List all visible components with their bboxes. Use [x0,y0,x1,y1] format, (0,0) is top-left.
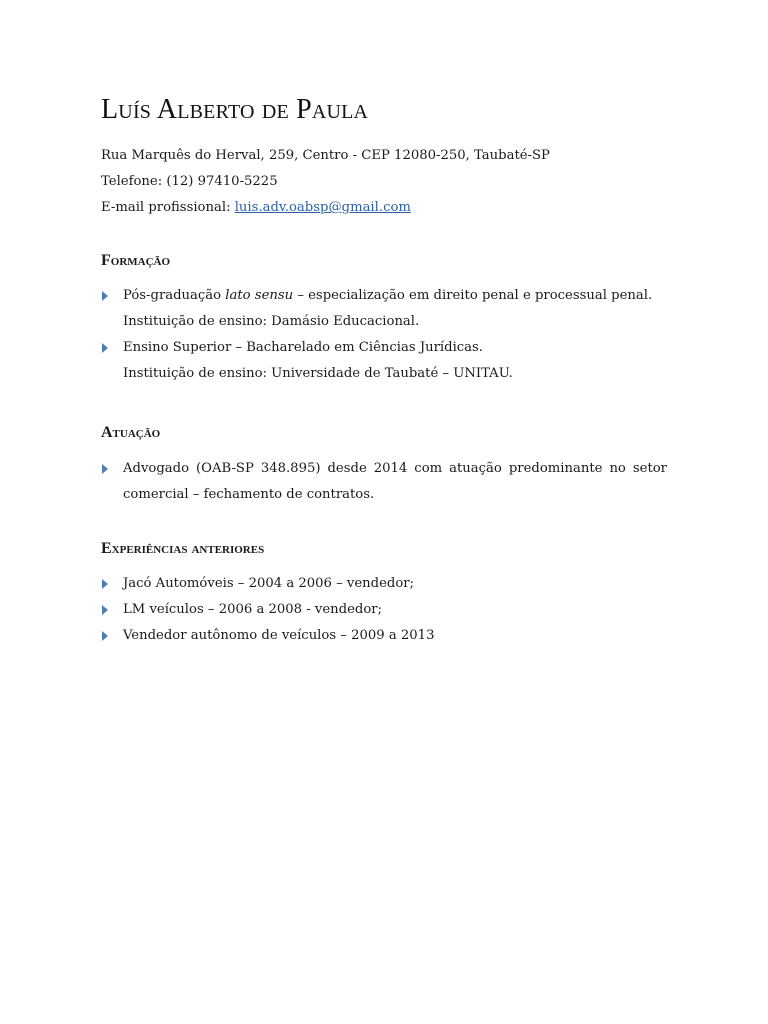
atuacao-item [101,456,667,508]
experiencia-item [101,623,667,649]
triangle-bullet-icon [102,464,108,474]
atuacao-item-text: Advogado (OAB-SP 348.895) desde 2014 com atuação predominante no setor comercial – fechamento de contratos. [123,461,667,502]
triangle-bullet-icon [102,291,108,301]
formacao-item-title [123,283,667,309]
section-heading-formacao: Formação [101,252,171,269]
formacao-item-prefix: Pós-graduação [123,288,226,303]
atuacao-list [101,456,667,508]
formacao-item-italic: lato sensu [225,288,294,303]
experiencia-item-text: Vendedor autônomo de veículos – 2009 a 2013 [123,628,435,643]
email-label: E-mail profissional: [101,200,235,215]
formacao-item [101,335,667,387]
formacao-item-suffix: – especialização em direito penal e processual penal. [293,288,653,303]
experiencias-list [101,571,667,649]
contact-email [101,195,411,221]
formacao-list [101,283,667,387]
experiencia-item-text: LM veículos – 2006 a 2008 - vendedor; [123,602,383,617]
contact-phone: Telefone: (12) 97410-5225 [101,174,278,189]
formacao-item [101,283,667,335]
triangle-bullet-icon [102,605,108,615]
formacao-item-title: Ensino Superior – Bacharelado em Ciências Jurídicas. [123,340,484,355]
experiencia-item [101,571,667,597]
email-link[interactable]: luis.adv.oabsp@gmail.com [234,200,411,215]
experiencia-item-text: Jacó Automóveis – 2004 a 2006 – vendedor; [123,576,415,591]
section-heading-atuacao: Atuação [101,424,161,441]
section-heading-experiencias: Experiências anteriores [101,540,265,557]
experiencia-item [101,597,667,623]
triangle-bullet-icon [102,343,108,353]
resume-name: Luís Alberto de Paula [101,94,369,125]
formacao-item-detail: Instituição de ensino: Universidade de Taubaté – UNITAU. [123,366,513,381]
formacao-item-detail: Instituição de ensino: Damásio Educacional. [123,314,420,329]
triangle-bullet-icon [102,631,108,641]
contact-address: Rua Marquês do Herval, 259, Centro - CEP 12080-250, Taubaté-SP [101,148,550,163]
triangle-bullet-icon [102,579,108,589]
